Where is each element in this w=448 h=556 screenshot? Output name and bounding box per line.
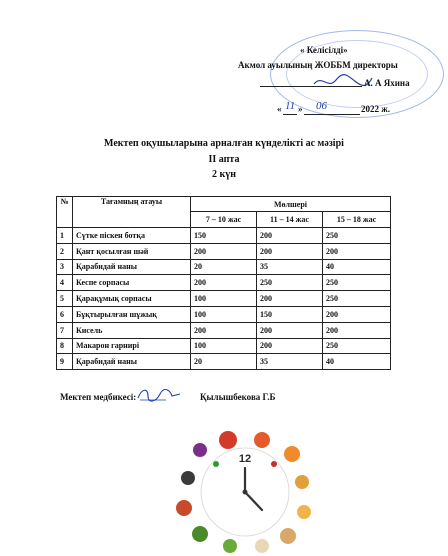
amount-15-18: 200 [323, 306, 391, 322]
date-open-quote: « [277, 104, 282, 114]
dish-name: Макарон гарнирі [73, 338, 191, 354]
day-label: 2 күн [211, 169, 237, 180]
table-row [57, 291, 391, 307]
amount-11-14: 200 [257, 228, 323, 244]
amount-15-18: 250 [323, 228, 391, 244]
amount-15-18: 250 [323, 291, 391, 307]
menu-table [56, 196, 391, 370]
row-number: 5 [57, 291, 73, 307]
dish-name: Қарақұмық сорпасы [73, 291, 191, 307]
amount-11-14: 200 [257, 243, 323, 259]
date-day-line [283, 114, 297, 115]
table-row [57, 243, 391, 259]
amount-7-10: 20 [191, 354, 257, 370]
amount-15-18: 250 [323, 275, 391, 291]
amount-11-14: 35 [257, 354, 323, 370]
amount-7-10: 100 [191, 338, 257, 354]
nurse-label: Мектеп медбикесі: [60, 392, 137, 402]
food-clock-icon [170, 428, 320, 554]
table-row [57, 354, 391, 370]
table-row [57, 228, 391, 244]
amount-15-18: 200 [323, 322, 391, 338]
amount-15-18: 40 [323, 259, 391, 275]
col-amount-header: Мөлшері [191, 197, 391, 212]
approval-agreed-label: « Келісілді» [300, 45, 348, 55]
table-row [57, 275, 391, 291]
approval-signer: А. А Яхина [364, 78, 410, 88]
age-group-header: 11 – 14 жас [257, 212, 323, 228]
dish-name: Қарабидай наны [73, 259, 191, 275]
table-row [57, 338, 391, 354]
date-year: 2022 ж. [361, 104, 391, 114]
age-group-header: 15 – 18 жас [323, 212, 391, 228]
table-row [57, 322, 391, 338]
svg-text:12: 12 [238, 453, 252, 465]
amount-15-18: 200 [323, 243, 391, 259]
row-number: 6 [57, 306, 73, 322]
approval-block [0, 0, 448, 120]
age-group-header: 7 – 10 жас [191, 212, 257, 228]
nurse-signature-icon [136, 386, 182, 404]
row-number: 9 [57, 354, 73, 370]
dish-name: Сүтке піскен ботқа [73, 228, 191, 244]
approval-director-line: Акмол ауылының ЖОББМ директоры [238, 60, 398, 70]
amount-7-10: 200 [191, 275, 257, 291]
amount-7-10: 200 [191, 322, 257, 338]
amount-15-18: 40 [323, 354, 391, 370]
amount-11-14: 150 [257, 306, 323, 322]
row-number: 3 [57, 259, 73, 275]
page-title: Мектеп оқушыларына арналған күнделікті ас мәзірі [104, 138, 344, 149]
col-number-header: № [57, 197, 73, 228]
dish-name: Кисель [73, 322, 191, 338]
dish-name: Қант қосылған шәй [73, 243, 191, 259]
amount-11-14: 200 [257, 291, 323, 307]
amount-7-10: 100 [191, 291, 257, 307]
row-number: 2 [57, 243, 73, 259]
amount-7-10: 100 [191, 306, 257, 322]
nurse-name: Қылышбекова Г.Б [200, 392, 276, 402]
row-number: 7 [57, 322, 73, 338]
signature-line [260, 86, 362, 87]
date-close-quote: » [298, 104, 303, 114]
amount-7-10: 20 [191, 259, 257, 275]
date-month-line [304, 114, 360, 115]
amount-15-18: 250 [323, 338, 391, 354]
dish-name: Қарабидай наны [73, 354, 191, 370]
amount-11-14: 200 [257, 322, 323, 338]
amount-11-14: 35 [257, 259, 323, 275]
amount-11-14: 250 [257, 275, 323, 291]
amount-11-14: 200 [257, 338, 323, 354]
date-month: 06 [316, 100, 327, 112]
table-header-row [57, 197, 391, 212]
table-row [57, 306, 391, 322]
row-number: 8 [57, 338, 73, 354]
date-day: 11 [285, 100, 296, 112]
amount-7-10: 200 [191, 243, 257, 259]
row-number: 4 [57, 275, 73, 291]
amount-7-10: 150 [191, 228, 257, 244]
week-label: II апта [208, 154, 240, 165]
row-number: 1 [57, 228, 73, 244]
dish-name: Бұқтырылған шұжық [73, 306, 191, 322]
table-row [57, 259, 391, 275]
col-name-header: Тағамның атауы [73, 197, 191, 228]
dish-name: Кеспе сорпасы [73, 275, 191, 291]
